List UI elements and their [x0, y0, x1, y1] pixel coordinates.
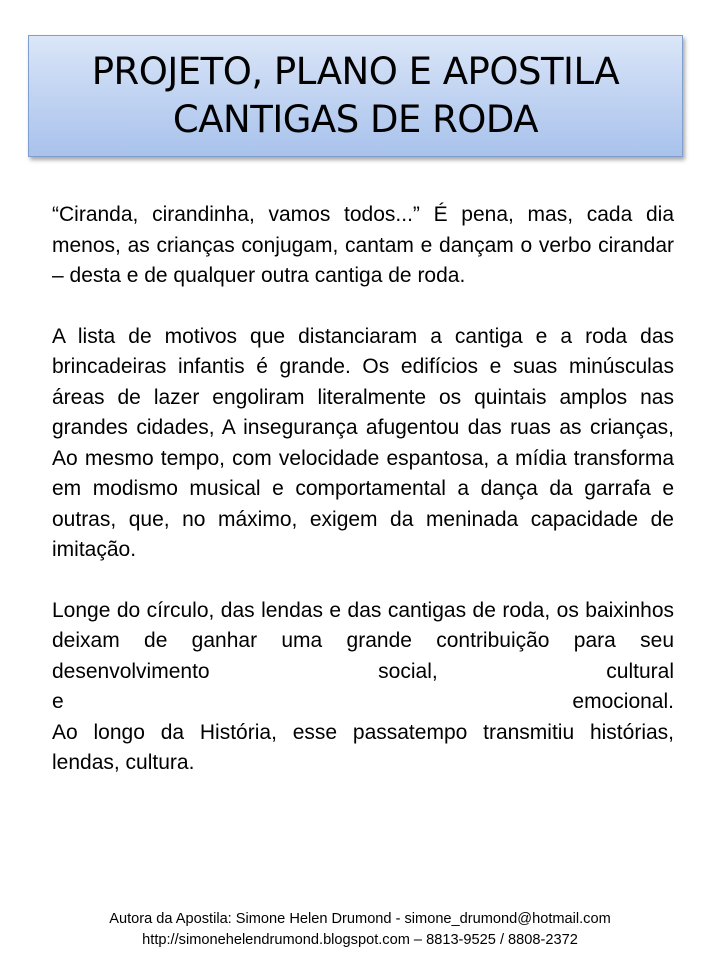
page-title-line-2: CANTIGAS DE RODA	[172, 98, 539, 141]
paragraph-3	[52, 596, 674, 779]
footer-contact-line: http://simonehelendrumond.blogspot.com – 8813-9525 / 8808-2372	[142, 932, 578, 948]
paragraph-3-part-2: e emocional.	[52, 690, 674, 713]
page-title-line-1: PROJETO, PLANO E APOSTILA	[91, 50, 620, 93]
paragraph-spacer	[52, 292, 674, 322]
paragraph-spacer	[52, 566, 674, 596]
footer-credits	[0, 909, 720, 951]
footer-author-line: Autora da Apostila: Simone Helen Drumond - simone_drumond@hotmail.com	[109, 911, 611, 927]
paragraph-1: “Ciranda, cirandinha, vamos todos...” É pena, mas, cada dia menos, as crianças conjugam, cantam e dançam o verbo cirandar – desta e de qualquer outra cantiga de roda.	[52, 203, 674, 287]
paragraph-2: A lista de motivos que distanciaram a cantiga e a roda das brincadeiras infantis é grande. Os edifícios e suas minúsculas áreas de lazer engoliram literalmente os quintais amplos nas grandes cidades, A insegurança afugentou das ruas as crianças, Ao mesmo tempo, com velocidade espantosa, a mídia transforma em modismo musical e comportamental a dança da garrafa e outras, que, no máximo, exigem da meninada capacidade de imitação.	[52, 324, 674, 561]
paragraph-3-part-1: Longe do círculo, das lendas e das cantigas de roda, os baixinhos deixam de ganhar uma grande contribuição para seu desenvolvimento social, cultural	[52, 598, 674, 683]
title-banner	[28, 35, 683, 157]
paragraph-3-part-3: Ao longo da História, esse passatempo transmitiu histórias, lendas, cultura.	[52, 720, 674, 774]
document-body	[52, 200, 674, 779]
